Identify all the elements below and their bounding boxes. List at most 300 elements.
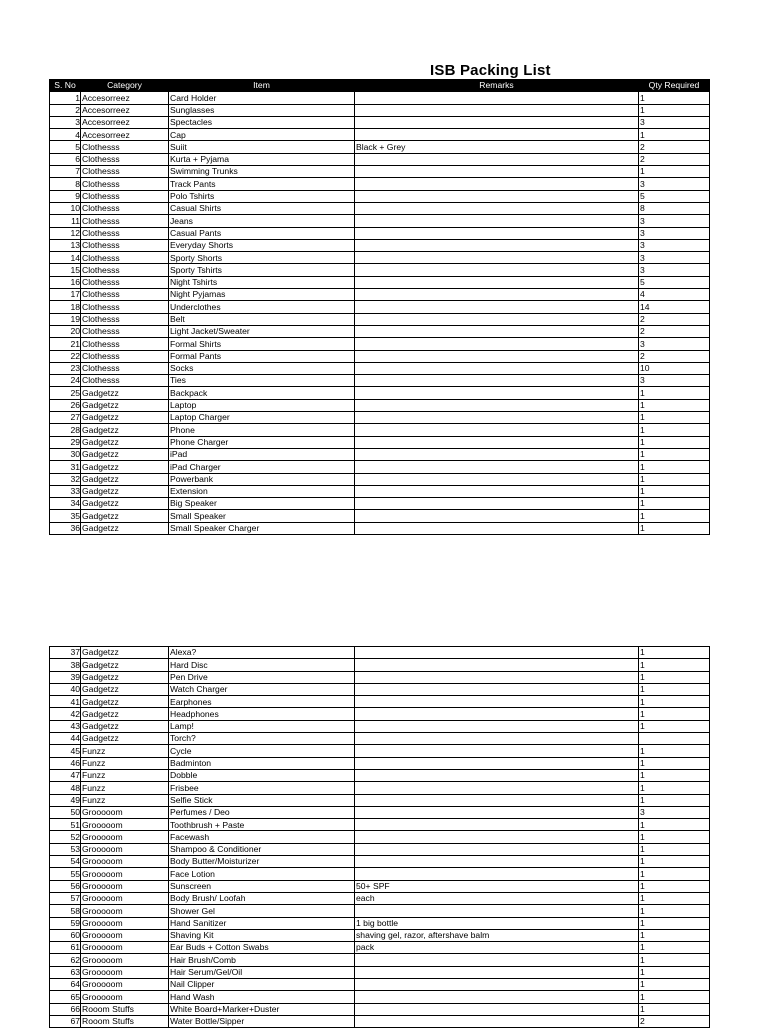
cell-remarks — [355, 819, 639, 831]
cell-qty: 2 — [639, 313, 710, 325]
cell-qty: 1 — [639, 880, 710, 892]
cell-remarks — [355, 708, 639, 720]
cell-category: Gadgetzz — [81, 510, 169, 522]
cell-qty: 2 — [639, 153, 710, 165]
table-row — [50, 215, 710, 227]
table-row — [50, 868, 710, 880]
cell-remarks — [355, 868, 639, 880]
cell-item: iPad Charger — [169, 461, 355, 473]
cell-category: Gadgetzz — [81, 498, 169, 510]
cell-category: Accesorreez — [81, 104, 169, 116]
cell-item: Water Bottle/Sipper — [169, 1015, 355, 1027]
cell-item: Dobble — [169, 769, 355, 781]
cell-qty: 8 — [639, 202, 710, 214]
cell-item: Sporty Shorts — [169, 252, 355, 264]
cell-qty: 1 — [639, 671, 710, 683]
cell-category: Gadgetzz — [81, 448, 169, 460]
cell-item: Big Speaker — [169, 498, 355, 510]
cell-qty: 1 — [639, 399, 710, 411]
cell-category: Gadgetzz — [81, 659, 169, 671]
cell-sno: 66 — [50, 1003, 81, 1015]
cell-remarks — [355, 683, 639, 695]
cell-sno: 52 — [50, 831, 81, 843]
cell-remarks — [355, 794, 639, 806]
cell-qty: 1 — [639, 498, 710, 510]
cell-remarks — [355, 190, 639, 202]
cell-sno: 7 — [50, 166, 81, 178]
cell-sno: 6 — [50, 153, 81, 165]
cell-sno: 18 — [50, 301, 81, 313]
cell-remarks: each — [355, 892, 639, 904]
cell-sno: 50 — [50, 806, 81, 818]
cell-item: Selfie Stick — [169, 794, 355, 806]
cell-qty: 1 — [639, 745, 710, 757]
cell-remarks — [355, 831, 639, 843]
cell-category: Gadgetzz — [81, 424, 169, 436]
cell-sno: 54 — [50, 856, 81, 868]
cell-sno: 20 — [50, 325, 81, 337]
cell-category: Gadgetzz — [81, 671, 169, 683]
cell-sno: 35 — [50, 510, 81, 522]
cell-remarks — [355, 461, 639, 473]
cell-remarks — [355, 659, 639, 671]
cell-category: Grooooom — [81, 929, 169, 941]
cell-item: Jeans — [169, 215, 355, 227]
cell-qty: 1 — [639, 917, 710, 929]
cell-item: Casual Pants — [169, 227, 355, 239]
cell-qty: 2 — [639, 350, 710, 362]
cell-sno: 42 — [50, 708, 81, 720]
cell-qty: 1 — [639, 856, 710, 868]
cell-qty: 1 — [639, 683, 710, 695]
table-row — [50, 104, 710, 116]
table-row — [50, 252, 710, 264]
cell-item: Nail Clipper — [169, 979, 355, 991]
cell-qty: 1 — [639, 757, 710, 769]
table-row — [50, 178, 710, 190]
cell-sno: 37 — [50, 647, 81, 659]
cell-item: Headphones — [169, 708, 355, 720]
cell-item: Underclothes — [169, 301, 355, 313]
cell-category: Grooooom — [81, 954, 169, 966]
cell-sno: 15 — [50, 264, 81, 276]
cell-sno: 47 — [50, 769, 81, 781]
cell-category: Funzz — [81, 782, 169, 794]
cell-category: Clothesss — [81, 227, 169, 239]
cell-sno: 4 — [50, 129, 81, 141]
cell-remarks — [355, 448, 639, 460]
table-row — [50, 757, 710, 769]
cell-qty: 4 — [639, 289, 710, 301]
cell-sno: 17 — [50, 289, 81, 301]
table-row — [50, 954, 710, 966]
cell-sno: 13 — [50, 239, 81, 251]
cell-category: Gadgetzz — [81, 412, 169, 424]
cell-qty: 3 — [639, 264, 710, 276]
cell-item: Spectacles — [169, 116, 355, 128]
cell-remarks — [355, 252, 639, 264]
packing-table-part-2 — [49, 646, 710, 1028]
cell-category: Grooooom — [81, 991, 169, 1003]
cell-qty: 1 — [639, 659, 710, 671]
cell-remarks: Black + Grey — [355, 141, 639, 153]
cell-category: Accesorreez — [81, 129, 169, 141]
cell-category: Funzz — [81, 757, 169, 769]
table-row — [50, 190, 710, 202]
cell-qty: 3 — [639, 178, 710, 190]
cell-category: Clothesss — [81, 153, 169, 165]
cell-remarks — [355, 399, 639, 411]
cell-remarks — [355, 325, 639, 337]
cell-qty: 3 — [639, 227, 710, 239]
table-row — [50, 338, 710, 350]
cell-remarks — [355, 647, 639, 659]
cell-qty: 1 — [639, 966, 710, 978]
cell-qty: 1 — [639, 782, 710, 794]
cell-category: Gadgetzz — [81, 387, 169, 399]
table-row — [50, 942, 710, 954]
cell-category: Gadgetzz — [81, 399, 169, 411]
cell-category: Gadgetzz — [81, 696, 169, 708]
cell-item: Torch? — [169, 733, 355, 745]
cell-sno: 10 — [50, 202, 81, 214]
cell-qty: 1 — [639, 905, 710, 917]
cell-category: Clothesss — [81, 166, 169, 178]
cell-item: Lamp! — [169, 720, 355, 732]
cell-sno: 64 — [50, 979, 81, 991]
cell-category: Grooooom — [81, 979, 169, 991]
cell-category: Clothesss — [81, 239, 169, 251]
cell-category: Accesorreez — [81, 92, 169, 104]
cell-qty: 1 — [639, 92, 710, 104]
cell-item: Cap — [169, 129, 355, 141]
cell-category: Clothesss — [81, 350, 169, 362]
cell-sno: 60 — [50, 929, 81, 941]
cell-qty: 5 — [639, 276, 710, 288]
cell-category: Clothesss — [81, 276, 169, 288]
cell-remarks — [355, 510, 639, 522]
cell-item: Toothbrush + Paste — [169, 819, 355, 831]
cell-qty: 1 — [639, 954, 710, 966]
cell-category: Gadgetzz — [81, 473, 169, 485]
table-row — [50, 153, 710, 165]
cell-sno: 38 — [50, 659, 81, 671]
cell-item: Light Jacket/Sweater — [169, 325, 355, 337]
cell-item: Casual Shirts — [169, 202, 355, 214]
cell-category: Grooooom — [81, 831, 169, 843]
cell-item: Socks — [169, 362, 355, 374]
cell-qty: 1 — [639, 510, 710, 522]
cell-sno: 26 — [50, 399, 81, 411]
cell-qty: 1 — [639, 473, 710, 485]
cell-sno: 16 — [50, 276, 81, 288]
cell-sno: 51 — [50, 819, 81, 831]
cell-category: Gadgetzz — [81, 683, 169, 695]
table-row — [50, 929, 710, 941]
table-row — [50, 485, 710, 497]
table-row — [50, 166, 710, 178]
cell-qty: 1 — [639, 1003, 710, 1015]
table-row — [50, 831, 710, 843]
cell-qty: 1 — [639, 708, 710, 720]
cell-item: Small Speaker Charger — [169, 522, 355, 534]
table-row — [50, 264, 710, 276]
cell-category: Clothesss — [81, 313, 169, 325]
header-category: Category — [81, 80, 169, 92]
cell-category: Accesorreez — [81, 116, 169, 128]
cell-qty: 3 — [639, 215, 710, 227]
cell-remarks — [355, 92, 639, 104]
cell-category: Clothesss — [81, 141, 169, 153]
table-row — [50, 647, 710, 659]
cell-item: Hair Serum/Gel/Oil — [169, 966, 355, 978]
cell-sno: 46 — [50, 757, 81, 769]
cell-qty: 1 — [639, 979, 710, 991]
cell-remarks — [355, 227, 639, 239]
cell-remarks: 1 big bottle — [355, 917, 639, 929]
cell-sno: 25 — [50, 387, 81, 399]
cell-item: Pen Drive — [169, 671, 355, 683]
page-title: ISB Packing List — [430, 62, 551, 79]
cell-remarks — [355, 733, 639, 745]
cell-category: Grooooom — [81, 843, 169, 855]
cell-item: Face Lotion — [169, 868, 355, 880]
cell-item: iPad — [169, 448, 355, 460]
cell-item: Sporty Tshirts — [169, 264, 355, 276]
cell-sno: 63 — [50, 966, 81, 978]
cell-sno: 21 — [50, 338, 81, 350]
cell-sno: 59 — [50, 917, 81, 929]
cell-item: Small Speaker — [169, 510, 355, 522]
cell-item: Formal Shirts — [169, 338, 355, 350]
cell-category: Rooom Stuffs — [81, 1003, 169, 1015]
cell-item: Phone Charger — [169, 436, 355, 448]
cell-item: Earphones — [169, 696, 355, 708]
cell-remarks — [355, 843, 639, 855]
cell-category: Grooooom — [81, 905, 169, 917]
cell-qty: 2 — [639, 325, 710, 337]
cell-item: Body Butter/Moisturizer — [169, 856, 355, 868]
table-row — [50, 399, 710, 411]
cell-category: Clothesss — [81, 264, 169, 276]
cell-qty: 3 — [639, 806, 710, 818]
cell-sno: 32 — [50, 473, 81, 485]
cell-category: Gadgetzz — [81, 733, 169, 745]
cell-sno: 11 — [50, 215, 81, 227]
cell-remarks — [355, 202, 639, 214]
cell-remarks — [355, 350, 639, 362]
table-row — [50, 708, 710, 720]
table-row — [50, 880, 710, 892]
packing-table-part-1 — [49, 79, 710, 535]
cell-sno: 43 — [50, 720, 81, 732]
table-row — [50, 227, 710, 239]
cell-remarks — [355, 338, 639, 350]
table-row — [50, 720, 710, 732]
cell-category: Gadgetzz — [81, 461, 169, 473]
cell-category: Funzz — [81, 769, 169, 781]
cell-qty: 2 — [639, 141, 710, 153]
cell-remarks — [355, 522, 639, 534]
cell-item: Perfumes / Deo — [169, 806, 355, 818]
cell-category: Clothesss — [81, 178, 169, 190]
cell-remarks — [355, 769, 639, 781]
cell-sno: 48 — [50, 782, 81, 794]
cell-item: Polo Tshirts — [169, 190, 355, 202]
cell-remarks — [355, 671, 639, 683]
cell-remarks — [355, 387, 639, 399]
cell-remarks — [355, 362, 639, 374]
cell-sno: 14 — [50, 252, 81, 264]
cell-sno: 62 — [50, 954, 81, 966]
cell-qty: 1 — [639, 991, 710, 1003]
cell-item: White Board+Marker+Duster — [169, 1003, 355, 1015]
cell-sno: 27 — [50, 412, 81, 424]
cell-sno: 24 — [50, 375, 81, 387]
cell-sno: 49 — [50, 794, 81, 806]
cell-sno: 53 — [50, 843, 81, 855]
cell-category: Gadgetzz — [81, 708, 169, 720]
cell-remarks — [355, 375, 639, 387]
cell-sno: 36 — [50, 522, 81, 534]
cell-remarks — [355, 412, 639, 424]
cell-qty: 1 — [639, 461, 710, 473]
cell-remarks — [355, 757, 639, 769]
table-row — [50, 350, 710, 362]
cell-qty — [639, 733, 710, 745]
cell-category: Grooooom — [81, 868, 169, 880]
cell-qty: 14 — [639, 301, 710, 313]
cell-sno: 39 — [50, 671, 81, 683]
cell-remarks — [355, 301, 639, 313]
table-row — [50, 522, 710, 534]
table-row — [50, 289, 710, 301]
table-row — [50, 843, 710, 855]
cell-qty: 1 — [639, 720, 710, 732]
cell-qty: 1 — [639, 485, 710, 497]
cell-item: Shaving Kit — [169, 929, 355, 941]
cell-item: Everyday Shorts — [169, 239, 355, 251]
cell-remarks — [355, 1015, 639, 1027]
cell-category: Clothesss — [81, 190, 169, 202]
cell-qty: 1 — [639, 424, 710, 436]
table-row — [50, 239, 710, 251]
cell-item: Night Tshirts — [169, 276, 355, 288]
cell-sno: 29 — [50, 436, 81, 448]
cell-remarks — [355, 178, 639, 190]
cell-qty: 1 — [639, 819, 710, 831]
cell-category: Clothesss — [81, 289, 169, 301]
cell-qty: 1 — [639, 892, 710, 904]
cell-item: Track Pants — [169, 178, 355, 190]
cell-item: Card Holder — [169, 92, 355, 104]
cell-remarks — [355, 436, 639, 448]
cell-remarks — [355, 979, 639, 991]
cell-sno: 55 — [50, 868, 81, 880]
cell-qty: 3 — [639, 116, 710, 128]
cell-qty: 1 — [639, 843, 710, 855]
cell-remarks — [355, 856, 639, 868]
cell-category: Clothesss — [81, 301, 169, 313]
cell-item: Kurta + Pyjama — [169, 153, 355, 165]
cell-remarks — [355, 745, 639, 757]
cell-remarks — [355, 239, 639, 251]
cell-item: Sunglasses — [169, 104, 355, 116]
cell-sno: 56 — [50, 880, 81, 892]
cell-remarks — [355, 313, 639, 325]
cell-remarks — [355, 696, 639, 708]
cell-item: Hand Wash — [169, 991, 355, 1003]
cell-qty: 1 — [639, 448, 710, 460]
cell-sno: 9 — [50, 190, 81, 202]
table-row — [50, 1003, 710, 1015]
cell-qty: 1 — [639, 412, 710, 424]
cell-sno: 19 — [50, 313, 81, 325]
table-row — [50, 325, 710, 337]
table-row — [50, 794, 710, 806]
cell-sno: 45 — [50, 745, 81, 757]
table-row — [50, 917, 710, 929]
cell-item: Shower Gel — [169, 905, 355, 917]
cell-category: Grooooom — [81, 917, 169, 929]
cell-remarks — [355, 424, 639, 436]
cell-sno: 65 — [50, 991, 81, 1003]
cell-remarks — [355, 289, 639, 301]
table-row — [50, 979, 710, 991]
cell-item: Frisbee — [169, 782, 355, 794]
cell-qty: 1 — [639, 831, 710, 843]
cell-sno: 41 — [50, 696, 81, 708]
cell-sno: 3 — [50, 116, 81, 128]
cell-qty: 1 — [639, 129, 710, 141]
cell-qty: 1 — [639, 929, 710, 941]
cell-item: Alexa? — [169, 647, 355, 659]
header-row — [50, 80, 710, 92]
table-body — [50, 647, 710, 1028]
cell-sno: 30 — [50, 448, 81, 460]
cell-category: Clothesss — [81, 215, 169, 227]
cell-remarks — [355, 720, 639, 732]
cell-category: Gadgetzz — [81, 522, 169, 534]
cell-remarks — [355, 485, 639, 497]
table-row — [50, 448, 710, 460]
table-row — [50, 856, 710, 868]
cell-sno: 34 — [50, 498, 81, 510]
cell-remarks — [355, 264, 639, 276]
cell-remarks — [355, 473, 639, 485]
cell-sno: 12 — [50, 227, 81, 239]
cell-remarks: 50+ SPF — [355, 880, 639, 892]
cell-sno: 1 — [50, 92, 81, 104]
table-row — [50, 659, 710, 671]
cell-qty: 1 — [639, 868, 710, 880]
cell-item: Belt — [169, 313, 355, 325]
cell-item: Hand Sanitizer — [169, 917, 355, 929]
header-qty: Qty Required — [639, 80, 710, 92]
cell-sno: 2 — [50, 104, 81, 116]
cell-remarks — [355, 966, 639, 978]
cell-item: Extension — [169, 485, 355, 497]
cell-category: Grooooom — [81, 806, 169, 818]
cell-qty: 1 — [639, 387, 710, 399]
cell-item: Ear Buds + Cotton Swabs — [169, 942, 355, 954]
cell-category: Gadgetzz — [81, 720, 169, 732]
cell-sno: 40 — [50, 683, 81, 695]
cell-remarks — [355, 276, 639, 288]
cell-sno: 22 — [50, 350, 81, 362]
cell-item: Laptop Charger — [169, 412, 355, 424]
cell-category: Grooooom — [81, 942, 169, 954]
